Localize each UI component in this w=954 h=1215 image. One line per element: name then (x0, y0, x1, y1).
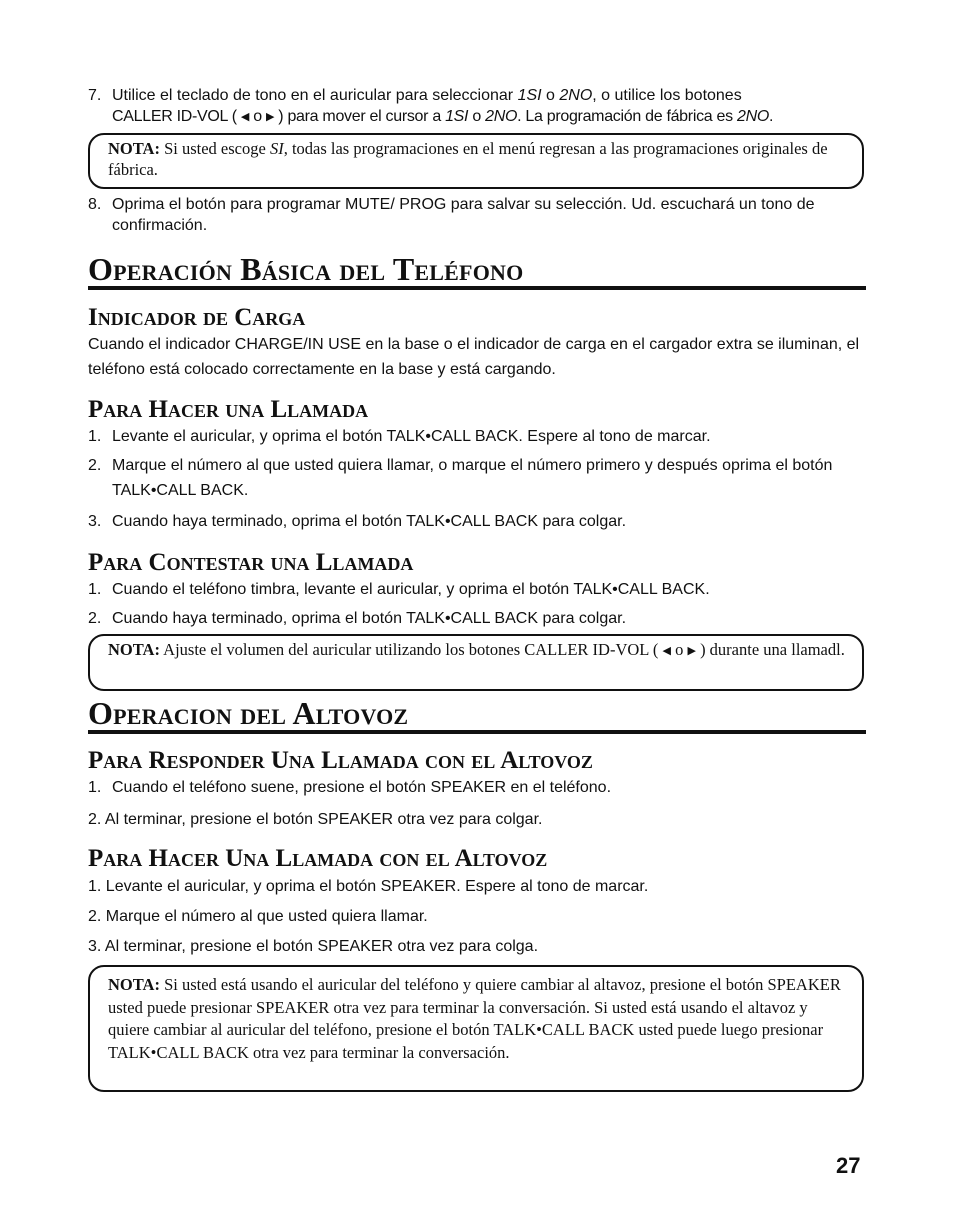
list-item (88, 608, 858, 629)
list-number: 3. (88, 513, 102, 530)
note-box (88, 965, 864, 1092)
arrow-right-icon: ▶ (265, 111, 275, 123)
list-item: 1. Levante el auricular, y oprima el botón SPEAKER. Espere al tono de marcar. (88, 878, 649, 895)
list-item (88, 511, 858, 532)
list-number: 2. (88, 457, 102, 474)
step-number: 8. (88, 196, 102, 213)
subsection-title: Para Responder Una Llamada con el Altovoz (88, 747, 593, 774)
step-text-part: . (768, 108, 774, 125)
list-text: Cuando el teléfono suene, presione el botón SPEAKER en el teléfono. (112, 779, 612, 796)
step-text-part: CALLER ID-VOL ( (112, 108, 237, 125)
list-item: 2. Marque el número al que usted quiera llamar. (88, 908, 428, 925)
note-text: Si usted está usando el auricular del teléfono y quiere cambiar al altavoz, presione el botón SPEAKER usted puede presionar SPEAKER otra vez para terminar la conversación. Si usted está usando el altavoz y quiere cambiar al auricular del teléfono, presione el botón TALK•CALL BACK usted puede luego presionar TALK•CALL BACK otra vez para terminar la conversación. (108, 975, 841, 1062)
step-text-part: Utilice el teclado de tono en el auricular para seleccionar (112, 87, 518, 104)
option-si: 1SI (445, 108, 469, 125)
list-item (88, 426, 858, 447)
note-text: o (670, 640, 688, 659)
list-text: Cuando haya terminado, oprima el botón TALK•CALL BACK para colgar. (112, 610, 627, 627)
option-no: 2NO (736, 108, 769, 125)
step-text-part: o (541, 87, 560, 104)
step-text: Oprima el botón para programar MUTE/ PROG para salvar su selección. Ud. escuchará un tono de confirmación. (112, 196, 815, 234)
paragraph: Cuando el indicador CHARGE/IN USE en la base o el indicador de carga en el cargador extra se iluminan, el teléfono está colocado correctamente en la base y está cargando. (88, 336, 860, 378)
list-number: 2. (88, 811, 102, 828)
arrow-left-icon: ◀ (240, 111, 250, 123)
list-text: Al terminar, presione el botón SPEAKER otra vez para colgar. (104, 811, 543, 828)
subsection-title: Para Hacer Una Llamada con el Altovoz (88, 845, 548, 872)
list-number: 1. (88, 581, 102, 598)
list-item (88, 579, 858, 600)
list-item (88, 777, 858, 798)
note-text: ) durante una llamadl. (700, 640, 845, 659)
step-number: 7. (88, 87, 102, 104)
list-number: 2. (88, 610, 102, 627)
list-item (88, 455, 858, 503)
list-text: Marque el número al que usted quiera llamar, o marque el número primero y después oprima el botón TALK•CALL BACK. (112, 457, 833, 499)
step-7 (88, 85, 858, 129)
subsection-title: Para Hacer una Llamada (88, 396, 369, 423)
section-title: Operacion del Altovoz (88, 696, 866, 734)
note-emphasis: SI (269, 139, 284, 158)
note-box (88, 133, 864, 189)
note-label: NOTA: (108, 139, 160, 158)
list-text: Cuando el teléfono timbra, levante el auricular, y oprima el botón TALK•CALL BACK. (112, 581, 710, 598)
step-text-part: o (468, 108, 486, 125)
option-no: 2NO (485, 108, 518, 125)
list-item (88, 809, 868, 830)
subsection-title: Indicador de Carga (88, 304, 306, 331)
step-text-part: ) para mover el cursor a (278, 108, 446, 125)
page-number: 27 (836, 1153, 861, 1178)
section-title: Operación Básica del Teléfono (88, 252, 866, 290)
step-text-part: , o utilice los botones (592, 87, 742, 104)
note-text: , todas las programaciones en el menú regresan a las programaciones originales de fábrica. (108, 139, 828, 179)
note-label: NOTA: (108, 640, 160, 659)
step-text-part: . La programación de fábrica es (517, 108, 737, 125)
note-box (88, 634, 864, 691)
note-text: Si usted escoge (159, 139, 270, 158)
note-label: NOTA: (108, 975, 160, 994)
step-text (112, 85, 858, 129)
list-item: 3. Al terminar, presione el botón SPEAKER otra vez para colga. (88, 938, 539, 955)
step-8 (88, 194, 858, 236)
note-text: Ajuste el volumen del auricular utilizando los botones CALLER ID-VOL ( (159, 640, 659, 659)
subsection-title: Para Contestar una Llamada (88, 549, 414, 576)
option-si: 1SI (517, 87, 542, 104)
list-number: 1. (88, 779, 102, 796)
arrow-right-icon: ▶ (687, 645, 696, 657)
arrow-left-icon: ◀ (662, 645, 671, 657)
step-text-part: o (249, 108, 266, 125)
option-no: 2NO (559, 87, 593, 104)
list-text: Cuando haya terminado, oprima el botón TALK•CALL BACK para colgar. (112, 513, 627, 530)
list-number: 1. (88, 428, 102, 445)
list-text: Levante el auricular, y oprima el botón TALK•CALL BACK. Espere al tono de marcar. (112, 428, 711, 445)
